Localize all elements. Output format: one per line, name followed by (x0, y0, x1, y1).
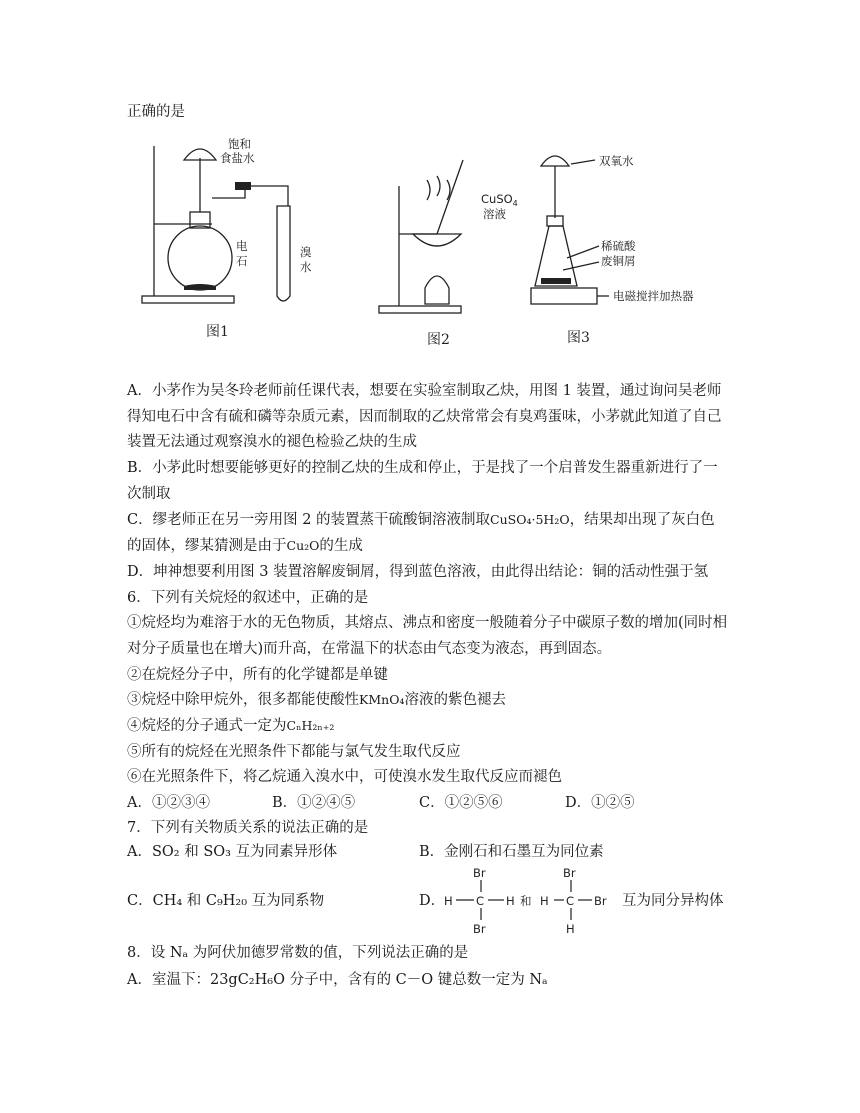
q6-s3-post: 溶液的紫色褪去 (404, 692, 506, 708)
q6-s3-pre: ③烷烃中除甲烷外，很多都能使酸性 (127, 692, 359, 708)
tube-label-1: 溴 (300, 245, 312, 259)
cuso4-label (481, 192, 518, 208)
q5-option-a-line3: 装置无法通过观察溴水的褪色检验乙炔的生成 (127, 434, 417, 450)
q6-option-c: C．①②⑤⑥ (419, 795, 503, 811)
q6-s4-formula: CₙH₂ₙ₊₂ (286, 718, 335, 733)
funnel-label-2: 食盐水 (220, 151, 255, 165)
q6-statement-6: ⑥在光照条件下，将乙烷通入溴水中，可使溴水发生取代反应而褪色 (127, 769, 562, 785)
figure-2-caption: 图2 (427, 332, 450, 348)
q6-statement-5: ⑤所有的烷烃在光照条件下都能与氯气发生取代反应 (127, 744, 461, 760)
struct-and: 和 (520, 894, 532, 908)
q6-s3-formula: KMnO₄ (359, 692, 405, 707)
struct1-br-top: Br (473, 866, 486, 880)
struct2-br-right: Br (594, 894, 607, 908)
q6-statement-1-line1: ①烷烃均为难溶于水的无色物质，其熔点、沸点和密度一般随着分子中碳原子数的增加(同时相 (127, 615, 728, 631)
q7-option-d-structures (442, 864, 622, 936)
q5-option-b-line2: 次制取 (127, 486, 171, 502)
q6-statement-2: ②在烷烃分子中，所有的化学键都是单键 (127, 667, 388, 683)
struct1-c: C (476, 894, 485, 908)
q6-option-d: D．①②⑤ (565, 795, 635, 811)
q6-statement-4 (127, 716, 334, 736)
struct1-br-bottom: Br (473, 922, 486, 936)
intro-text: 正确的是 (127, 104, 185, 120)
figure-3-caption: 图3 (567, 330, 590, 346)
q6-statement-1-line2: 对分子质量也在增大)而升高，在常温下的状态由气态变为液态，再到固态。 (127, 641, 612, 657)
q8-option-a: A．室温下：23gC₂H₆O 分子中，含有的 C－O 键总数一定为 Nₐ (127, 972, 548, 988)
figure-1-caption: 图1 (206, 324, 229, 340)
q5-c-post: ，结果却出现了灰白色 (569, 512, 715, 528)
struct1-h-left: H (444, 894, 453, 908)
struct2-br-top: Br (563, 866, 576, 880)
cuso4-text: CuSO (481, 192, 513, 206)
q5-c-formula: CuSO₄·5H₂O (490, 512, 570, 527)
struct1-h-right: H (506, 894, 515, 908)
q7-option-d-suffix: 互为同分异构体 (622, 893, 724, 909)
q8-stem: 8．设 Nₐ 为阿伏加德罗常数的值，下列说法正确的是 (127, 945, 469, 961)
solution-label: 溶液 (483, 207, 506, 221)
q7-option-a: A．SO₂ 和 SO₃ 互为同素异形体 (127, 844, 338, 860)
q5-c-pre: C．缪老师正在另一旁用图 2 的装置蒸干硫酸铜溶液制取 (127, 512, 491, 528)
struct2-c: C (566, 894, 575, 908)
figure-3-copper-dissolution-apparatus (527, 146, 712, 348)
q5-c2-pre: 的固体，缪某猜测是由于 (127, 538, 287, 554)
q7-option-c: C．CH₄ 和 C₉H₂₀ 互为同系物 (127, 893, 325, 909)
struct2-h-bottom: H (566, 922, 575, 936)
copper-label: 废铜屑 (601, 254, 636, 268)
q7-stem: 7．下列有关物质关系的说法正确的是 (127, 820, 369, 836)
q5-option-b-line1: B．小茅此时想要能够更好的控制乙炔的生成和停止，于是找了一个启普发生器重新进行了一 (127, 460, 718, 476)
stirrer-label: 电磁搅拌加热器 (613, 289, 694, 303)
q7-option-d-prefix: D． (419, 893, 446, 909)
cuso4-subscript: 4 (512, 199, 518, 208)
q5-option-d: D．坤神想要利用图 3 装置溶解废铜屑，得到蓝色溶液，由此得出结论：铜的活动性强于氢 (127, 564, 709, 580)
q5-option-a-line1: A．小茅作为吴冬玲老师前任课代表，想要在实验室制取乙炔，用图 1 装置，通过询问吴老师 (127, 383, 722, 399)
q5-option-a-line2: 得知电石中含有硫和磷等杂质元素，因而制取的乙炔常常会有臭鸡蛋味，小茅就此知道了自己 (127, 409, 722, 425)
q6-s4-pre: ④烷烃的分子通式一定为 (127, 718, 287, 734)
figure-2-evaporation-apparatus (375, 148, 525, 348)
q5-option-c-line1 (127, 510, 715, 530)
figure-1-acetylene-apparatus (140, 138, 315, 343)
tube-label-2: 水 (300, 260, 312, 274)
q6-stem: 6．下列有关烷烃的叙述中，正确的是 (127, 590, 369, 606)
q5-c2-post: 的生成 (319, 538, 363, 554)
q5-option-c-line2 (127, 536, 363, 556)
funnel-label-1: 饱和 (228, 138, 251, 151)
q7-option-b: B．金刚石和石墨互为同位素 (419, 844, 604, 860)
q6-statement-3 (127, 690, 506, 710)
q6-option-a: A．①②③④ (127, 795, 210, 811)
q5-c2-formula: Cu₂O (286, 538, 320, 553)
struct2-h-left: H (540, 894, 549, 908)
h2o2-label: 双氧水 (599, 154, 634, 168)
q6-option-b: B．①②④⑤ (272, 795, 356, 811)
acid-label: 稀硫酸 (601, 239, 636, 253)
flask-label-2: 石 (236, 254, 248, 268)
flask-label-1: 电 (236, 239, 248, 253)
